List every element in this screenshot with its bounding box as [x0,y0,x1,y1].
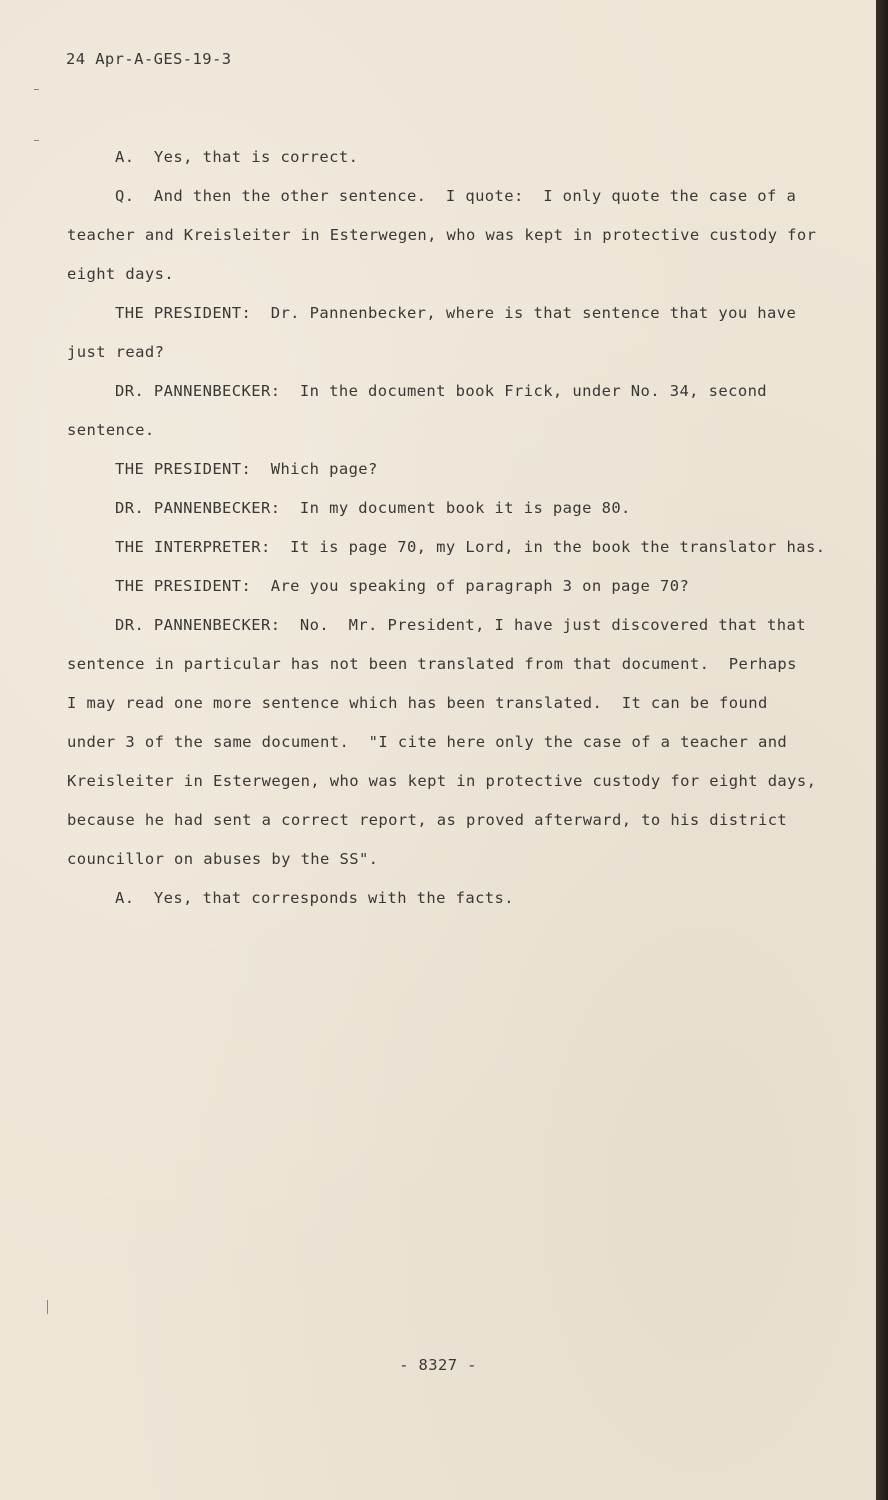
transcript-line: DR. PANNENBECKER: In the document book Frick, under No. 34, second [115,382,768,400]
transcript-line: DR. PANNENBECKER: No. Mr. President, I have just discovered that that [115,616,806,634]
transcript-line: sentence in particular has not been translated from that document. Perhaps [67,655,797,673]
transcript-line: A. Yes, that is correct. [115,148,359,166]
transcript-line: Kreisleiter in Esterwegen, who was kept in protective custody for eight days, [67,772,817,790]
transcript-line: THE PRESIDENT: Dr. Pannenbecker, where is that sentence that you have [115,304,797,322]
transcript-line: because he had sent a correct report, as proved afterward, to his district [67,811,788,829]
transcript-line: THE PRESIDENT: Which page? [115,460,378,478]
transcript-line: DR. PANNENBECKER: In my document book it is page 80. [115,499,631,517]
transcript-line: A. Yes, that corresponds with the facts. [115,889,515,907]
margin-mark [47,1300,48,1314]
transcript-line: teacher and Kreisleiter in Esterwegen, who was kept in protective custody for [67,226,817,244]
page-edge [876,0,888,1500]
transcript-line: THE PRESIDENT: Are you speaking of paragraph 3 on page 70? [115,577,690,595]
transcript-line: sentence. [67,421,155,439]
transcript-line: councillor on abuses by the SS". [67,850,379,868]
transcript-line: THE INTERPRETER: It is page 70, my Lord, in the book the translator has. [115,538,826,556]
transcript-line: under 3 of the same document. "I cite here only the case of a teacher and [67,733,788,751]
document-reference: 24 Apr-A-GES-19-3 [66,50,232,68]
transcript-body [67,144,826,924]
page-number: - 8327 - [399,1356,477,1374]
margin-mark [34,140,39,141]
transcript-line: I may read one more sentence which has been translated. It can be found [67,694,768,712]
transcript-line: Q. And then the other sentence. I quote: I only quote the case of a [115,187,797,205]
transcript-line: eight days. [67,265,175,283]
margin-mark [34,89,39,90]
transcript-line: just read? [67,343,165,361]
